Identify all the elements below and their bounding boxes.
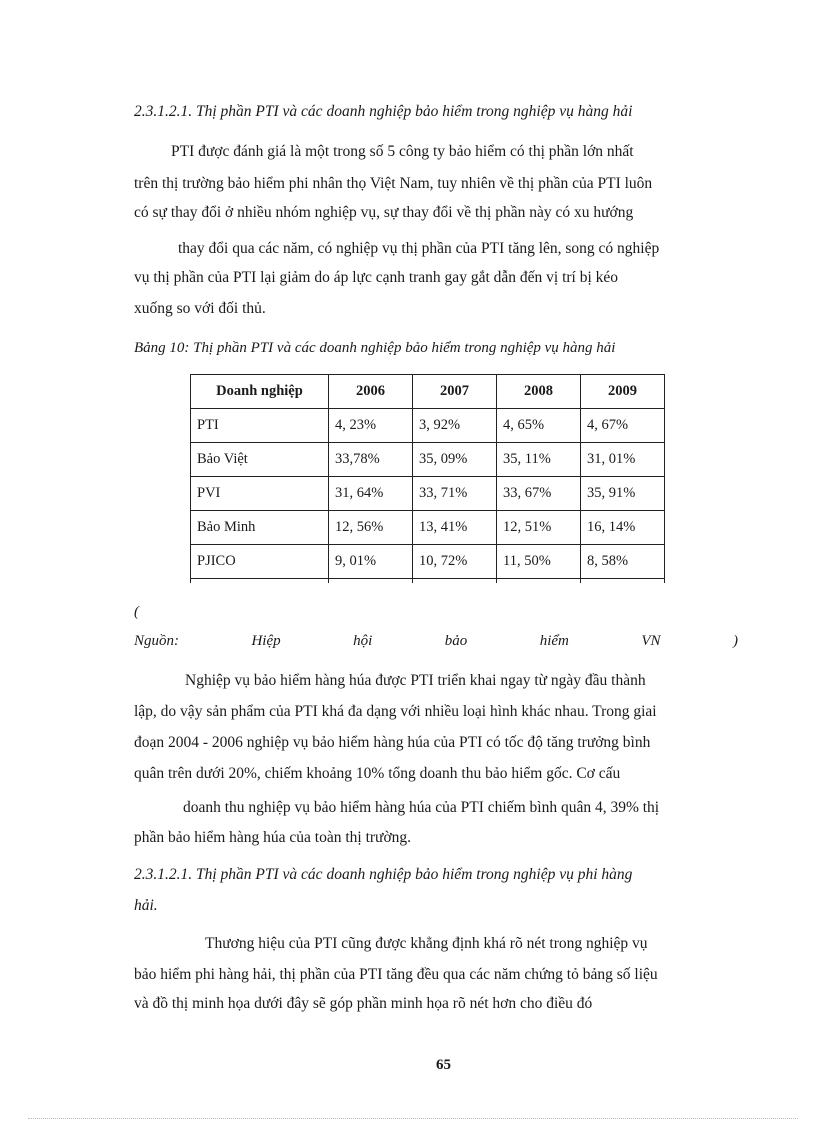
cell-value: 33, 67% — [497, 477, 581, 511]
header-enterprise: Doanh nghiệp — [191, 375, 329, 409]
market-share-table — [190, 374, 665, 583]
paragraph-line: PTI được đánh giá là một trong số 5 công ty bảo hiểm có thị phần lớn nhất — [171, 143, 634, 160]
paragraph-line: thay đổi qua các năm, có nghiệp vụ thị phần của PTI tăng lên, song có nghiệp — [178, 240, 660, 257]
paragraph-line: quân trên dưới 20%, chiếm khoảng 10% tổng doanh thu bảo hiểm gốc. Cơ cấu — [134, 765, 621, 782]
cell-value: 33, 71% — [413, 477, 497, 511]
section-heading-maritime: 2.3.1.2.1. Thị phần PTI và các doanh nghiệp bảo hiểm trong nghiệp vụ hàng hải — [134, 103, 633, 120]
header-year: 2006 — [329, 375, 413, 409]
paragraph-line: Nghiệp vụ bảo hiểm hàng húa được PTI triển khai ngay từ ngày đầu thành — [185, 672, 646, 689]
stub-cell — [581, 579, 665, 583]
table-caption: Bảng 10: Thị phần PTI và các doanh nghiệp bảo hiểm trong nghiệp vụ hàng hải — [134, 340, 616, 356]
source-word: Nguồn: — [134, 633, 179, 649]
stub-cell — [191, 579, 329, 583]
stub-cell — [413, 579, 497, 583]
header-year: 2008 — [497, 375, 581, 409]
cell-value: 10, 72% — [413, 545, 497, 579]
cell-enterprise: Bảo Minh — [191, 511, 329, 545]
section-heading-non-maritime: 2.3.1.2.1. Thị phần PTI và các doanh nghiệp bảo hiểm trong nghiệp vụ phi hàng — [134, 866, 633, 883]
cell-value: 12, 56% — [329, 511, 413, 545]
cell-value: 31, 01% — [581, 443, 665, 477]
header-year: 2009 — [581, 375, 665, 409]
cell-value: 33,78% — [329, 443, 413, 477]
cell-value: 3, 92% — [413, 409, 497, 443]
paragraph-line: doanh thu nghiệp vụ bảo hiểm hàng húa của PTI chiếm bình quân 4, 39% thị — [183, 799, 660, 816]
cell-value: 31, 64% — [329, 477, 413, 511]
page-bottom-divider — [28, 1118, 798, 1119]
cell-value: 16, 14% — [581, 511, 665, 545]
source-line — [134, 633, 738, 650]
table-row — [191, 477, 665, 511]
cell-value: 4, 67% — [581, 409, 665, 443]
cell-value: 13, 41% — [413, 511, 497, 545]
paragraph-line: Thương hiệu của PTI cũng được khẳng định khá rõ nét trong nghiệp vụ — [205, 935, 648, 952]
cell-value: 35, 09% — [413, 443, 497, 477]
paragraph-line: có sự thay đổi ở nhiều nhóm nghiệp vụ, sự thay đổi về thị phần này có xu hướng — [134, 204, 634, 221]
table-header-row — [191, 375, 665, 409]
cell-value: 9, 01% — [329, 545, 413, 579]
table-row — [191, 511, 665, 545]
paragraph-line: vụ thị phần của PTI lại giảm do áp lực cạnh tranh gay gắt dẫn đến vị trí bị kéo — [134, 269, 619, 286]
source-word: ) — [733, 633, 738, 649]
table-row — [191, 545, 665, 579]
table-row — [191, 443, 665, 477]
stub-cell — [329, 579, 413, 583]
cell-enterprise: PJICO — [191, 545, 329, 579]
table-row-stub — [191, 579, 665, 583]
paragraph-line: xuống so với đối thủ. — [134, 300, 266, 317]
cell-value: 8, 58% — [581, 545, 665, 579]
paragraph-line: phần bảo hiểm hàng húa của toàn thị trường. — [134, 829, 412, 846]
cell-value: 4, 65% — [497, 409, 581, 443]
cell-value: 4, 23% — [329, 409, 413, 443]
source-word: Hiệp — [251, 633, 281, 649]
paragraph-line: và đồ thị minh họa dưới đây sẽ góp phần minh họa rõ nét hơn cho điều đó — [134, 995, 593, 1012]
table-row — [191, 409, 665, 443]
cell-enterprise: PVI — [191, 477, 329, 511]
cell-value: 11, 50% — [497, 545, 581, 579]
stub-cell — [497, 579, 581, 583]
source-word: hội — [353, 633, 373, 649]
source-open-paren: ( — [134, 604, 139, 620]
paragraph-line: đoạn 2004 - 2006 nghiệp vụ bảo hiểm hàng húa của PTI có tốc độ tăng trưởng bình — [134, 734, 651, 751]
cell-value: 12, 51% — [497, 511, 581, 545]
source-word: VN — [641, 633, 661, 649]
paragraph-line: bảo hiểm phi hàng hải, thị phần của PTI tăng đều qua các năm chứng tỏ bảng số liệu — [134, 966, 658, 983]
source-word: hiểm — [539, 633, 569, 649]
paragraph-line: trên thị trường bảo hiểm phi nhân thọ Việt Nam, tuy nhiên về thị phần của PTI luôn — [134, 175, 653, 192]
source-word: bảo — [444, 633, 468, 649]
paragraph-line: lập, do vậy sản phẩm của PTI khá đa dạng với nhiều loại hình khác nhau. Trong giai — [134, 703, 657, 720]
section-heading-non-maritime-cont: hải. — [134, 897, 158, 914]
cell-value: 35, 91% — [581, 477, 665, 511]
cell-enterprise: Bảo Việt — [191, 443, 329, 477]
header-year: 2007 — [413, 375, 497, 409]
cell-enterprise: PTI — [191, 409, 329, 443]
cell-value: 35, 11% — [497, 443, 581, 477]
page-number: 65 — [436, 1057, 451, 1073]
